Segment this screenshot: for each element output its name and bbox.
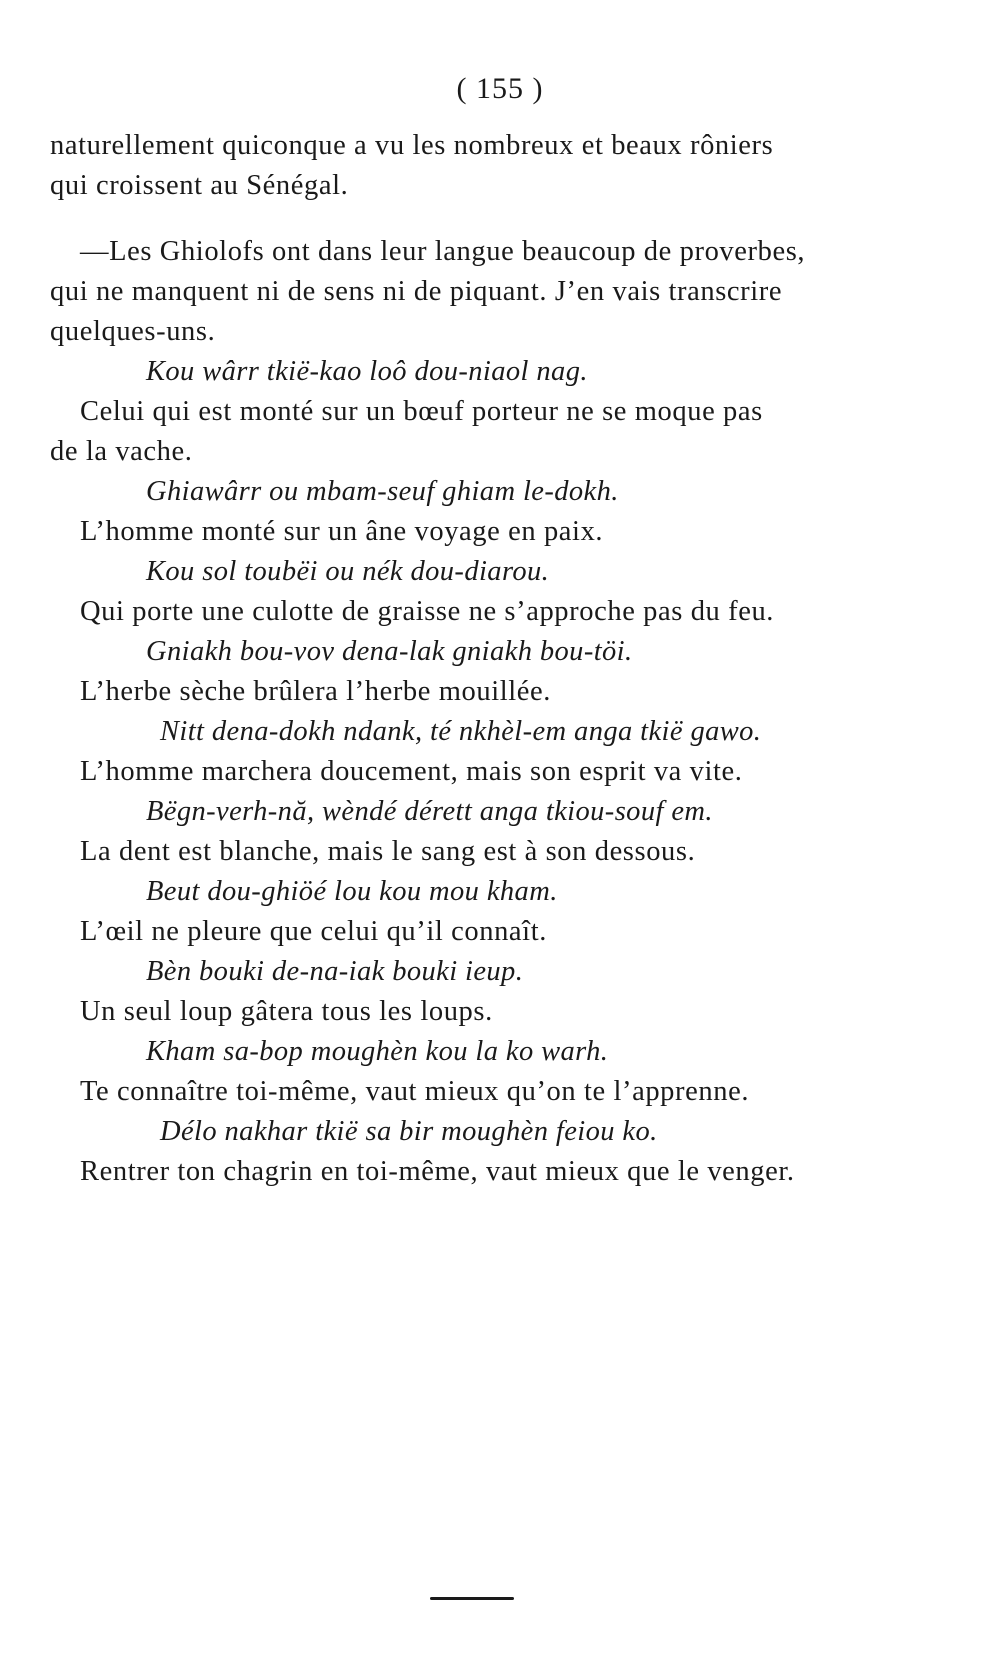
proverb-wolof: Kou wârr tkië-kao loô dou-niaol nag. (146, 356, 588, 387)
paragraph-gap (50, 206, 870, 232)
proverb-translation: L’œil ne pleure que celui qu’il connaît. (80, 916, 547, 947)
proverb-wolof: Kou sol toubëi ou nék dou-diarou. (146, 556, 550, 587)
proverb-wolof: Gniakh bou-vov dena-lak gniakh bou-töi. (146, 636, 633, 667)
proverb-wolof: Kham sa-bop moughèn kou la ko warh. (146, 1036, 609, 1067)
proverb-wolof: Nitt dena-dokh ndank, té nkhèl-em anga tkië gawo. (160, 716, 762, 747)
proverb-translation: Un seul loup gâtera tous les loups. (80, 996, 493, 1027)
paragraph-line: —Les Ghiolofs ont dans leur langue beaucoup de proverbes, (80, 236, 806, 267)
proverb-translation: Qui porte une culotte de graisse ne s’approche pas du feu. (80, 596, 775, 627)
paragraph-line: quelques-uns. (50, 316, 216, 347)
page-number: ( 155 ) (456, 72, 544, 105)
proverb-wolof: Beut dou-ghiöé lou kou mou kham. (146, 876, 558, 907)
proverb-translation: Celui qui est monté sur un bœuf porteur ne se moque pas (80, 396, 763, 427)
end-rule-divider (430, 1597, 514, 1600)
proverb-translation: L’herbe sèche brûlera l’herbe mouillée. (80, 676, 552, 707)
proverb-translation: L’homme monté sur un âne voyage en paix. (80, 516, 604, 547)
intro-line: naturellement quiconque a vu les nombreux et beaux rôniers (50, 130, 774, 161)
proverb-wolof: Bëgn-verh-nă, wèndé dérett anga tkiou-souf em. (146, 796, 713, 827)
proverb-wolof: Ghiawârr ou mbam-seuf ghiam le-dokh. (146, 476, 619, 507)
proverb-wolof: Bèn bouki de-na-iak bouki ieup. (146, 956, 524, 987)
proverb-translation: Te connaître toi-même, vaut mieux qu’on te l’apprenne. (80, 1076, 750, 1107)
proverb-translation: L’homme marchera doucement, mais son esprit va vite. (80, 756, 743, 787)
intro-line: qui croissent au Sénégal. (50, 170, 349, 201)
paragraph-line: qui ne manquent ni de sens ni de piquant. J’en vais transcrire (50, 276, 783, 307)
proverb-wolof: Délo nakhar tkië sa bir moughèn feiou ko. (160, 1116, 658, 1147)
body-text (50, 126, 870, 1192)
proverb-translation: de la vache. (50, 436, 193, 467)
proverb-translation: Rentrer ton chagrin en toi-même, vaut mieux que le venger. (80, 1156, 795, 1187)
proverb-translation: La dent est blanche, mais le sang est à son dessous. (80, 836, 696, 867)
